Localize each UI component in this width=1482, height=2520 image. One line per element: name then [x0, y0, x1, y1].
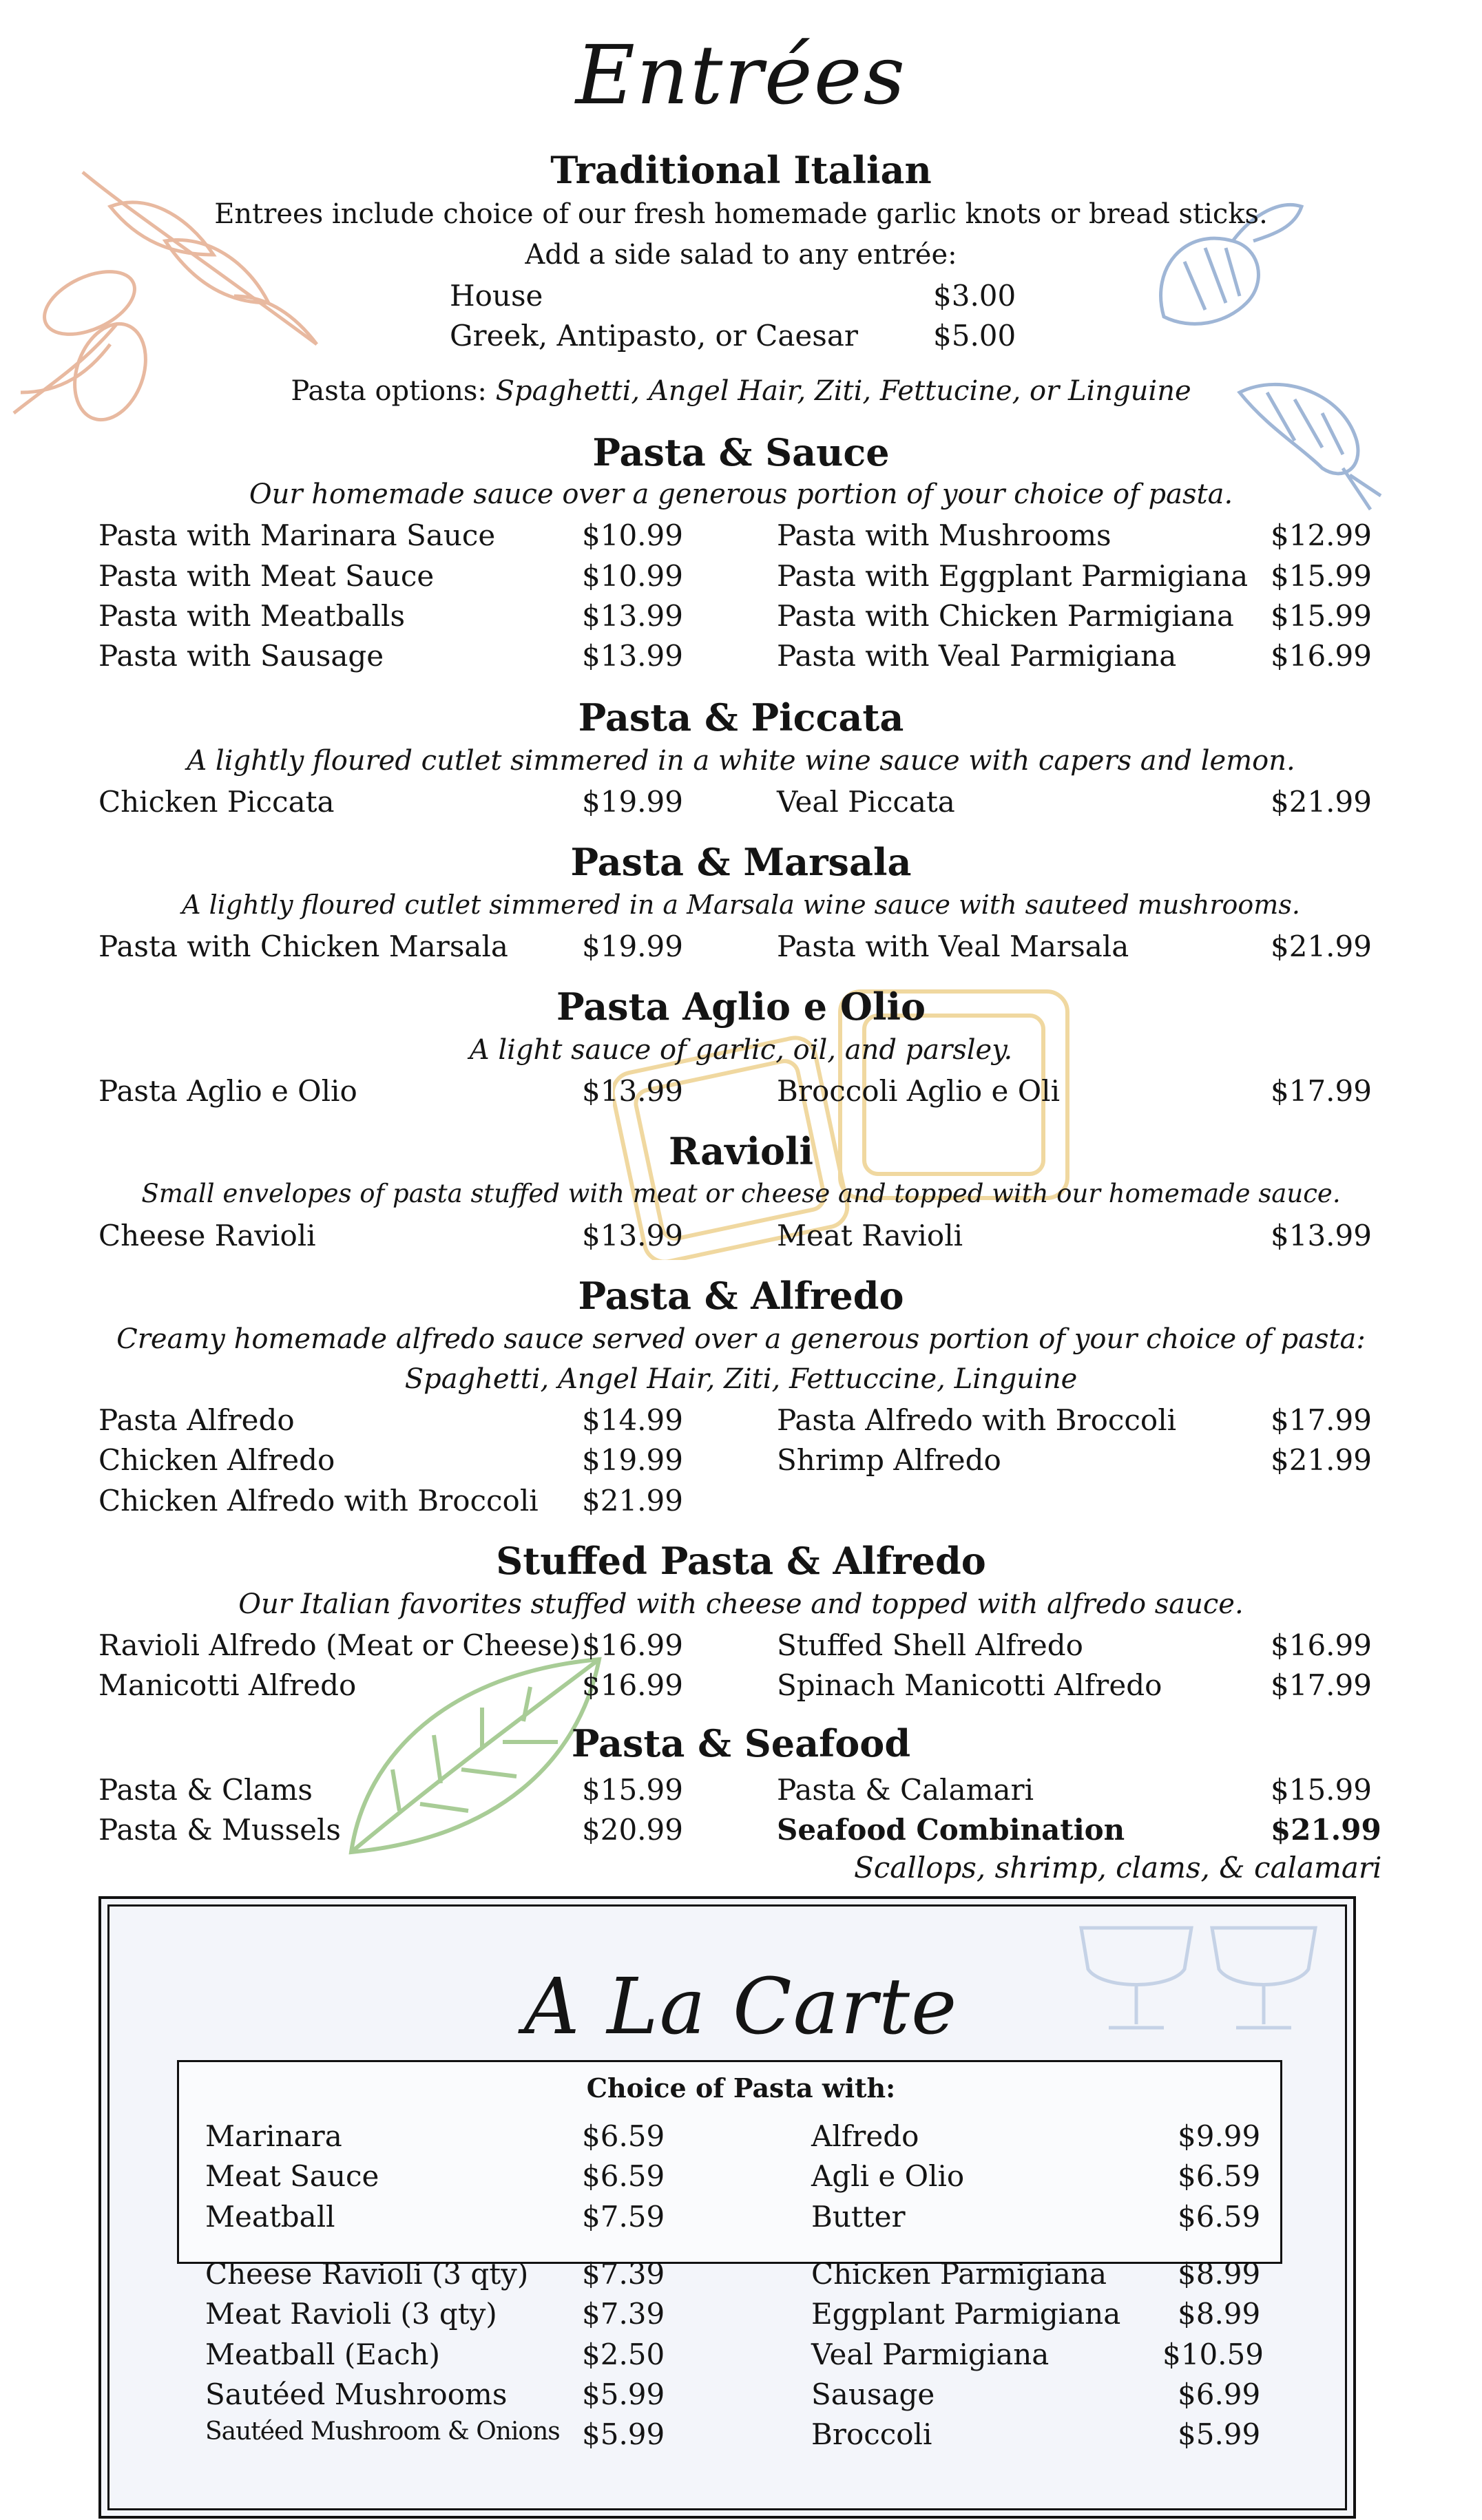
menu-item: Pasta with Chicken Parmigiana: [777, 599, 1234, 633]
section-heading: Pasta & Seafood: [571, 1721, 911, 1765]
a-la-carte-item-price: $2.50: [582, 2338, 665, 2371]
a-la-carte-item-price: $5.99: [582, 2417, 665, 2451]
menu-item-price: $17.99: [1271, 1668, 1372, 1702]
menu-item-price: $15.99: [1271, 599, 1372, 633]
section-description: A light sauce of garlic, oil, and parsley.: [469, 1034, 1013, 1066]
a-la-carte-item-price: $6.99: [1178, 2377, 1261, 2411]
seafood-combination-note: Scallops, shrimp, clams, & calamari: [854, 1851, 1382, 1884]
menu-item-price: $15.99: [1271, 1773, 1372, 1807]
pasta-options: [0, 375, 1482, 407]
choice-item: Butter: [811, 2200, 906, 2234]
section-description-2: Spaghetti, Angel Hair, Ziti, Fettuccine, Linguine: [404, 1363, 1078, 1395]
entrees-title: Entrées: [575, 28, 907, 123]
menu-item: Broccoli Aglio e Oli: [777, 1074, 1060, 1108]
pasta-options-list: Spaghetti, Angel Hair, Ziti, Fettucine, or Linguine: [495, 375, 1191, 407]
a-la-carte-item: Sausage: [811, 2377, 935, 2411]
menu-item-price: $10.99: [582, 518, 683, 552]
section-description: Small envelopes of pasta stuffed with meat or cheese and topped with our homemade sauce.: [141, 1179, 1341, 1208]
menu-item-price: $16.99: [1271, 1628, 1372, 1662]
menu-item-price: $15.99: [582, 1773, 683, 1807]
a-la-carte-item-price: $8.99: [1178, 2257, 1261, 2291]
menu-item: Pasta with Sausage: [98, 639, 384, 673]
menu-item-price: $14.99: [582, 1403, 683, 1437]
choice-of-pasta-heading: Choice of Pasta with:: [586, 2072, 896, 2103]
menu-item: Meat Ravioli: [777, 1219, 963, 1252]
section-description: Creamy homemade alfredo sauce served over a generous portion of your choice of pasta:: [116, 1323, 1366, 1355]
menu-item-price: $20.99: [582, 1813, 683, 1847]
menu-item: Pasta & Calamari: [777, 1773, 1034, 1807]
menu-item: Pasta with Veal Parmigiana: [777, 639, 1177, 673]
section-heading: Stuffed Pasta & Alfredo: [496, 1539, 986, 1583]
a-la-carte-item: Cheese Ravioli (3 qty): [205, 2257, 529, 2291]
section-description: A lightly floured cutlet simmered in a white wine sauce with capers and lemon.: [187, 745, 1295, 777]
menu-item: Chicken Alfredo: [98, 1443, 335, 1477]
menu-item-price: $21.99: [582, 1484, 683, 1518]
menu-item-price: $12.99: [1271, 518, 1372, 552]
a-la-carte-item-price: $10.59: [1162, 2338, 1264, 2371]
a-la-carte-item: Sautéed Mushrooms: [205, 2377, 508, 2411]
menu-item-price: $17.99: [1271, 1403, 1372, 1437]
menu-item-price: $17.99: [1271, 1074, 1372, 1108]
section-heading: Pasta & Sauce: [592, 430, 890, 474]
menu-item-price: $16.99: [1271, 639, 1372, 673]
section-description: A lightly floured cutlet simmered in a Marsala wine sauce with sauteed mushrooms.: [182, 890, 1300, 920]
choice-item: Marinara: [205, 2119, 342, 2153]
menu-item: Spinach Manicotti Alfredo: [777, 1668, 1162, 1702]
a-la-carte-item-price: $7.39: [582, 2297, 665, 2331]
side-salad-house-price: $3.00: [933, 279, 1016, 313]
a-la-carte-item: Veal Parmigiana: [811, 2338, 1050, 2371]
side-salad-greek: Greek, Antipasto, or Caesar: [450, 319, 858, 353]
menu-item-price: $13.99: [582, 1074, 683, 1108]
menu-item: Chicken Piccata: [98, 785, 335, 819]
menu-item-price: $19.99: [582, 785, 683, 819]
menu-item: Shrimp Alfredo: [777, 1443, 1001, 1477]
a-la-carte-item-price: $5.99: [1178, 2417, 1261, 2451]
side-salad-greek-price: $5.00: [933, 319, 1016, 353]
a-la-carte-item: Chicken Parmigiana: [811, 2257, 1107, 2291]
choice-item: Meatball: [205, 2200, 335, 2234]
menu-item: Cheese Ravioli: [98, 1219, 316, 1252]
menu-item: Ravioli Alfredo (Meat or Cheese): [98, 1628, 581, 1662]
section-heading: Pasta & Marsala: [570, 840, 912, 884]
choice-item-price: $6.59: [582, 2159, 665, 2193]
a-la-carte-item: Broccoli: [811, 2417, 932, 2451]
menu-item: Pasta with Meat Sauce: [98, 559, 435, 593]
choice-item-price: $6.59: [1178, 2159, 1261, 2193]
a-la-carte-item-price: $7.39: [582, 2257, 665, 2291]
section-heading: Pasta & Piccata: [578, 695, 904, 739]
menu-item: Pasta with Veal Marsala: [777, 930, 1129, 963]
menu-item: Chicken Alfredo with Broccoli: [98, 1484, 539, 1518]
menu-item: Pasta & Mussels: [98, 1813, 341, 1847]
choice-item-price: $6.59: [1178, 2200, 1261, 2234]
a-la-carte-item-price: $8.99: [1178, 2297, 1261, 2331]
menu-item-price: $16.99: [582, 1668, 683, 1702]
a-la-carte-item: Eggplant Parmigiana: [811, 2297, 1121, 2331]
traditional-line-2: Add a side salad to any entrée:: [525, 239, 957, 271]
menu-item: Pasta Alfredo: [98, 1403, 295, 1437]
choice-item-price: $6.59: [582, 2119, 665, 2153]
menu-item-price: $13.99: [582, 1219, 683, 1252]
section-heading: Pasta & Alfredo: [578, 1274, 904, 1318]
menu-item: Seafood Combination: [777, 1813, 1125, 1847]
section-heading: Pasta Aglio e Olio: [556, 985, 926, 1029]
menu-item: Pasta with Chicken Marsala: [98, 930, 508, 963]
choice-item: Agli e Olio: [811, 2159, 965, 2193]
menu-item-price: $19.99: [582, 930, 683, 963]
a-la-carte-item: Meatball (Each): [205, 2338, 440, 2371]
menu-item: Pasta & Clams: [98, 1773, 313, 1807]
menu-item-price: $21.99: [1271, 1443, 1372, 1477]
menu-item-price: $15.99: [1271, 559, 1372, 593]
menu-item: Stuffed Shell Alfredo: [777, 1628, 1083, 1662]
traditional-line-1: Entrees include choice of our fresh homemade garlic knots or bread sticks.: [214, 198, 1268, 230]
choice-item-price: $7.59: [582, 2200, 665, 2234]
section-heading: Ravioli: [668, 1129, 814, 1173]
choice-item-price: $9.99: [1178, 2119, 1261, 2153]
a-la-carte-title: A La Carte: [523, 1962, 959, 2052]
section-description: Our Italian favorites stuffed with cheese and topped with alfredo sauce.: [238, 1588, 1244, 1620]
side-salad-house: House: [450, 279, 543, 313]
menu-item-price: $10.99: [582, 559, 683, 593]
menu-item: Pasta Alfredo with Broccoli: [777, 1403, 1177, 1437]
menu-item-price: $13.99: [582, 639, 683, 673]
menu-item-price: $13.99: [582, 599, 683, 633]
traditional-italian-heading: Traditional Italian: [550, 148, 932, 192]
menu-item: Veal Piccata: [777, 785, 955, 819]
menu-item-price: $19.99: [582, 1443, 683, 1477]
section-description: Our homemade sauce over a generous portion of your choice of pasta.: [249, 479, 1233, 510]
menu-item: Pasta with Marinara Sauce: [98, 518, 496, 552]
menu-item-price: $21.99: [1271, 785, 1372, 819]
menu-item-price: $21.99: [1271, 1813, 1381, 1847]
a-la-carte-item: Sautéed Mushroom & Onions: [205, 2417, 560, 2446]
choice-item: Alfredo: [811, 2119, 919, 2153]
pasta-options-label: Pasta options:: [291, 375, 496, 407]
menu-item-price: $16.99: [582, 1628, 683, 1662]
menu-item: Pasta with Meatballs: [98, 599, 406, 633]
a-la-carte-item-price: $5.99: [582, 2377, 665, 2411]
menu-item-price: $13.99: [1271, 1219, 1372, 1252]
menu-item: Pasta Aglio e Olio: [98, 1074, 357, 1108]
menu-item: Pasta with Eggplant Parmigiana: [777, 559, 1249, 593]
menu-item: Pasta with Mushrooms: [777, 518, 1112, 552]
a-la-carte-item: Meat Ravioli (3 qty): [205, 2297, 497, 2331]
menu-item: Manicotti Alfredo: [98, 1668, 357, 1702]
choice-item: Meat Sauce: [205, 2159, 379, 2193]
menu-item-price: $21.99: [1271, 930, 1372, 963]
